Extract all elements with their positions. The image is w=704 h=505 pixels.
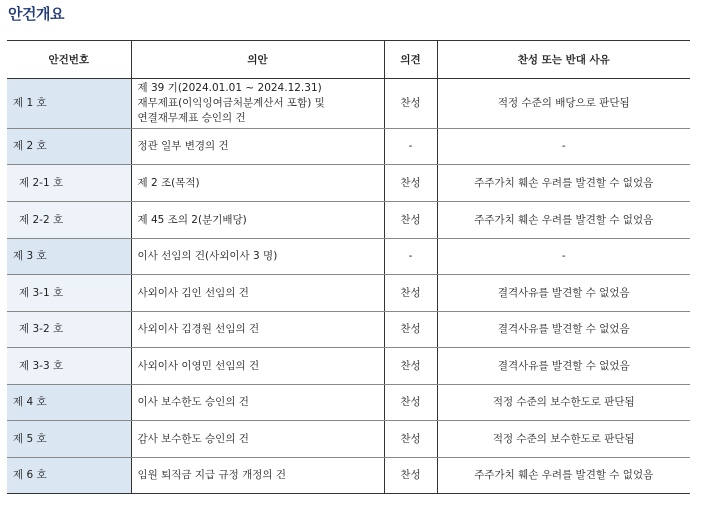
table-row (7, 239, 690, 275)
agenda-number: 제 5 호 (7, 421, 131, 458)
agenda-title-line: 이사 선임의 건(사외이사 3 명) (137, 250, 278, 262)
header-agenda-number: 안건번호 (7, 41, 131, 79)
agenda-title (131, 275, 384, 312)
table-row (7, 129, 690, 165)
header-opinion: 의견 (384, 41, 437, 79)
agenda-title-line: 연결재무제표 승인의 건 (137, 112, 246, 124)
agenda-title-line: 이사 보수한도 승인의 건 (137, 396, 249, 408)
table-row (7, 275, 690, 312)
header-agenda: 의안 (131, 41, 384, 79)
agenda-number: 제 3-2 호 (7, 312, 131, 348)
table-row (7, 165, 690, 202)
reason-cell: 주주가치 훼손 우려를 발견할 수 없었음 (437, 458, 690, 494)
table-row (7, 202, 690, 239)
reason-cell: - (437, 239, 690, 275)
opinion-cell: 찬성 (384, 385, 437, 421)
opinion-cell: 찬성 (384, 458, 437, 494)
reason-cell: 결격사유를 발견할 수 없었음 (437, 348, 690, 385)
opinion-cell: - (384, 239, 437, 275)
agenda-number: 제 3 호 (7, 239, 131, 275)
reason-cell: 주주가치 훼손 우려를 발견할 수 없었음 (437, 165, 690, 202)
agenda-body (7, 79, 690, 494)
opinion-cell: 찬성 (384, 275, 437, 312)
opinion-cell: 찬성 (384, 202, 437, 239)
agenda-number: 제 6 호 (7, 458, 131, 494)
agenda-number: 제 2 호 (7, 129, 131, 165)
table-row (7, 312, 690, 348)
reason-cell: 주주가치 훼손 우려를 발견할 수 없었음 (437, 202, 690, 239)
opinion-cell: 찬성 (384, 165, 437, 202)
agenda-title (131, 458, 384, 494)
opinion-cell: - (384, 129, 437, 165)
agenda-title-line: 사외이사 이영민 선임의 건 (137, 359, 260, 372)
agenda-title-line: 제 2 조(목적) (137, 176, 200, 189)
agenda-title-line: 사외이사 김인 선임의 건 (137, 286, 249, 299)
agenda-title (131, 312, 384, 348)
agenda-title (131, 202, 384, 239)
agenda-number: 제 2-2 호 (7, 202, 131, 239)
agenda-table (7, 40, 690, 494)
agenda-title (131, 165, 384, 202)
header-reason: 찬성 또는 반대 사유 (437, 41, 690, 79)
opinion-cell: 찬성 (384, 79, 437, 129)
agenda-number: 제 4 호 (7, 385, 131, 421)
table-row (7, 348, 690, 385)
agenda-number: 제 2-1 호 (7, 165, 131, 202)
agenda-title-line: 감사 보수한도 승인의 건 (137, 432, 249, 445)
reason-cell: 결격사유를 발견할 수 없었음 (437, 275, 690, 312)
agenda-title (131, 421, 384, 458)
agenda-title (131, 79, 384, 129)
agenda-title-line: 재무제표(이익잉여금처분계산서 포함) 및 (137, 97, 325, 109)
agenda-number: 제 3-3 호 (7, 348, 131, 385)
agenda-title-line: 정관 일부 변경의 건 (137, 140, 229, 152)
reason-cell: 결격사유를 발견할 수 없었음 (437, 312, 690, 348)
agenda-number: 제 3-1 호 (7, 275, 131, 312)
reason-cell: 적정 수준의 배당으로 판단됨 (437, 79, 690, 129)
section-title: 안건개요 (8, 5, 64, 23)
agenda-number: 제 1 호 (7, 79, 131, 129)
agenda-title (131, 129, 384, 165)
table-row (7, 385, 690, 421)
agenda-title (131, 348, 384, 385)
agenda-title-line: 제 45 조의 2(분기배당) (137, 213, 247, 226)
table-row (7, 79, 690, 129)
header-row (7, 41, 690, 79)
opinion-cell: 찬성 (384, 421, 437, 458)
agenda-title-line: 사외이사 김경원 선임의 건 (137, 323, 260, 335)
reason-cell: 적정 수준의 보수한도로 판단됨 (437, 385, 690, 421)
reason-cell: - (437, 129, 690, 165)
opinion-cell: 찬성 (384, 348, 437, 385)
agenda-title (131, 239, 384, 275)
agenda-title (131, 385, 384, 421)
agenda-title-line: 임원 퇴직금 지급 규정 개정의 건 (137, 469, 287, 481)
agenda-title-line: 제 39 기(2024.01.01 ~ 2024.12.31) (137, 82, 322, 94)
opinion-cell: 찬성 (384, 312, 437, 348)
table-row (7, 458, 690, 494)
reason-cell: 적정 수준의 보수한도로 판단됨 (437, 421, 690, 458)
table-row (7, 421, 690, 458)
